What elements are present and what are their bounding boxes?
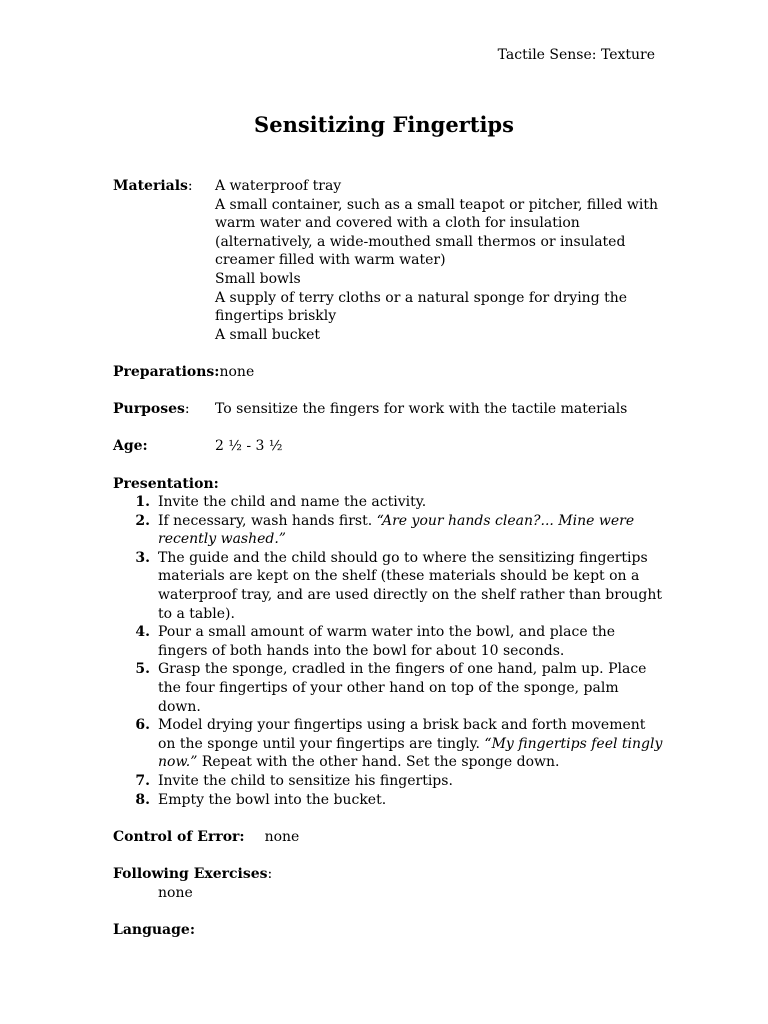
header-note: Tactile Sense: Texture: [497, 47, 655, 63]
list-item: 2. If necessary, wash hands first. “Are your hands clean?... Mine were recently washed.”: [135, 512, 635, 548]
preparations-value: none: [219, 363, 255, 380]
materials-item: A small container, such as a small teapot or pitcher, filled with warm water and covered with a cloth for insulation (alternatively, a wide-mouthed small thermos or insulated creamer filled with warm water): [215, 196, 659, 269]
age-section: [113, 437, 663, 456]
presentation-steps: [113, 493, 663, 809]
materials-item: A small bucket: [215, 326, 320, 343]
materials-item: A supply of terry cloths or a natural sponge for drying the fingertips briskly: [215, 289, 628, 325]
preparations-section: [113, 363, 663, 382]
age-value: 2 ½ - 3 ½: [215, 438, 283, 455]
materials-item: Small bowls: [215, 270, 301, 287]
list-item: 4. Pour a small amount of warm water into the bowl, and place the fingers of both hands into the bowl for about 10 seconds.: [135, 624, 615, 659]
control-of-error-label: Control of Error:: [113, 828, 245, 845]
control-of-error-section: [113, 828, 663, 847]
step-quote: “Are your hands clean?... Mine were recently washed.”: [158, 512, 635, 548]
purposes-value: To sensitize the fingers for work with the tactile materials: [215, 401, 628, 418]
list-item: 5. Grasp the sponge, cradled in the fingers of one hand, palm up. Place the four fingertips of your other hand on top of the sponge, palm down.: [135, 661, 647, 715]
purposes-label: Purposes:: [113, 401, 190, 418]
list-item: 1. Invite the child and name the activity.: [135, 494, 427, 511]
list-item: 7. Invite the child to sensitize his fingertips.: [135, 773, 453, 789]
language-label: Language:: [113, 921, 195, 938]
age-label: Age:: [113, 438, 148, 455]
presentation-label: Presentation:: [113, 475, 219, 492]
materials-section: [113, 177, 663, 344]
control-of-error-value: none: [264, 828, 300, 845]
following-exercises-value: none: [158, 884, 193, 901]
page-title: Sensitizing Fingertips: [254, 112, 514, 137]
materials-list: [215, 177, 663, 344]
materials-item: A waterproof tray: [215, 178, 342, 194]
purposes-section: [113, 400, 663, 419]
preparations-label: Preparations:: [113, 363, 220, 380]
list-item: 8. Empty the bowl into the bucket.: [135, 791, 387, 808]
list-item: 3. The guide and the child should go to where the sensitizing fingertips materials are kept on the shelf (these materials should be kept on a waterproof tray, and are used directly on the shelf rather than brought to a table).: [135, 549, 662, 622]
following-exercises-label: Following Exercises:: [113, 865, 273, 882]
list-item: 6. Model drying your fingertips using a brisk back and forth movement on the sponge until your fingertips are tingly. “My fingertips feel tingly now.” Repeat with the other hand. Set the sponge down.: [135, 717, 663, 771]
document-body: [113, 177, 663, 939]
materials-label: Materials:: [113, 178, 193, 194]
step-quote: “My fingertips feel tingly now.”: [158, 735, 663, 771]
following-exercises-section: [113, 865, 663, 902]
